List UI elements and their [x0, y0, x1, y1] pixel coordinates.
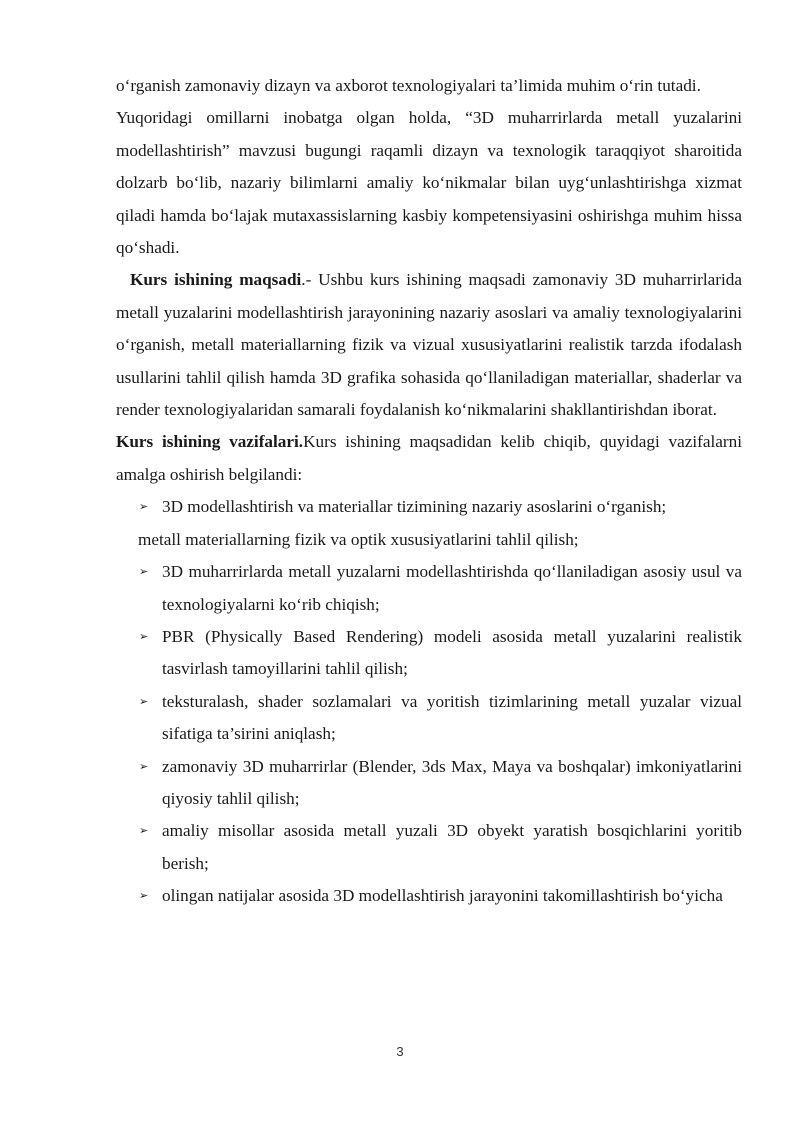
task-list-continued — [116, 556, 742, 912]
page-number: 3 — [396, 1044, 404, 1059]
goal-heading: Kurs ishining maqsadi — [130, 270, 302, 290]
list-item: ➢ amaliy misollar asosida metall yuzali 3D obyekt yaratish bosqichlarini yoritib berish; — [116, 815, 742, 880]
task-continuation: metall materiallarning fizik va optik xususiyatlarini tahlil qilish; — [138, 529, 579, 549]
list-item: ➢ olingan natijalar asosida 3D modellashtirish jarayonini takomillashtirish bo‘yicha — [116, 880, 742, 912]
goal-text: .- Ushbu kurs ishining maqsadi zamonaviy 3D muharrirlarida metall yuzalarini modellashtirish jarayonining nazariy asoslari va amaliy texnologiyalarini o‘rganish, metall materiallarning fizik va vizual xususiyatlarini realistik tarzda ifodalash usullarini tahlil qilish hamda 3D grafika sohasida qo‘llaniladigan materiallar, shaderlar va render texnologiyalaridan samarali foydalanish ko‘nikmalarini shakllantirishdan iborat. — [116, 270, 742, 420]
arrow-bullet-icon: ➢ — [139, 824, 149, 838]
tasks-heading: Kurs ishining vazifalari. — [116, 432, 304, 452]
paragraph-relevance: Yuqoridagi omillarni inobatga olgan holda, “3D muharrirlarda metall yuzalarini modellashtirish” mavzusi bugungi raqamli dizayn va texnologik taraqqiyot sharoitida dolzarb bo‘lib, nazariy bilimlarni amaliy ko‘nikmalar bilan uyg‘unlashtirishga xizmat qiladi hamda bo‘lajak mutaxassislarning kasbiy kompetensiyasini oshirishga muhim hissa qo‘shadi. — [116, 108, 742, 258]
list-item: ➢ PBR (Physically Based Rendering) modeli asosida metall yuzalarini realistik tasvirlash tamoyillarini tahlil qilish; — [116, 621, 742, 686]
tasks-intro-text: Kurs ishining maqsadidan kelib chiqib, quyidagi vazifalarni amalga oshirish belgilandi: — [116, 432, 742, 484]
paragraph-goal — [116, 264, 742, 426]
list-item: ➢ teksturalash, shader sozlamalari va yoritish tizimlarining metall yuzalar vizual sifatiga ta’sirini aniqlash; — [116, 686, 742, 751]
task-list — [116, 491, 742, 523]
page-content — [116, 70, 742, 913]
list-item: ➢ 3D muharrirlarda metall yuzalarni modellashtirishda qo‘llaniladigan asosiy usul va texnologiyalarni ko‘rib chiqish; — [116, 556, 742, 621]
paragraph-tasks-intro — [116, 426, 742, 491]
arrow-bullet-icon: ➢ — [139, 889, 149, 903]
arrow-bullet-icon: ➢ — [139, 759, 149, 773]
arrow-bullet-icon: ➢ — [139, 565, 149, 579]
arrow-bullet-icon: ➢ — [139, 694, 149, 708]
paragraph-intro-end: o‘rganish zamonaviy dizayn va axborot texnologiyalari ta’limida muhim o‘rin tutadi. — [116, 76, 701, 95]
arrow-bullet-icon: ➢ — [139, 500, 149, 514]
list-item: ➢ zamonaviy 3D muharrirlar (Blender, 3ds Max, Maya va boshqalar) imkoniyatlarini qiyosiy tahlil qilish; — [116, 751, 742, 816]
arrow-bullet-icon: ➢ — [139, 629, 149, 643]
list-item: ➢ 3D modellashtirish va materiallar tizimining nazariy asoslarini o‘rganish; — [116, 491, 742, 523]
